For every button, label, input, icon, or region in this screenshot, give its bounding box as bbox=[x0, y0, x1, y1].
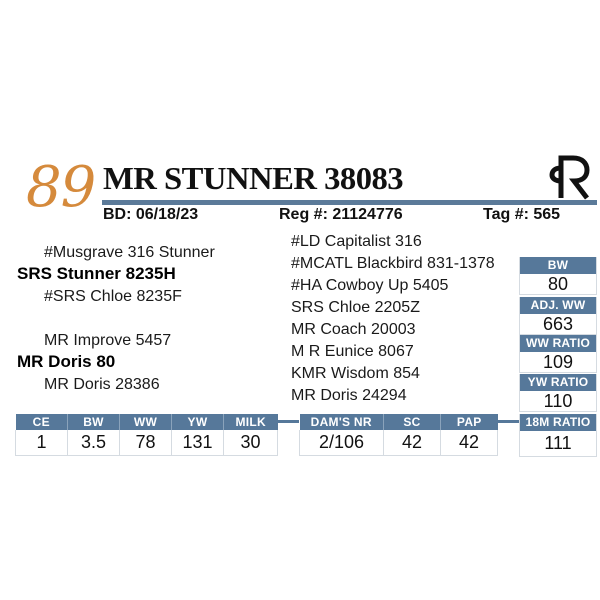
dam-table bbox=[299, 414, 498, 456]
stat-value: 111 bbox=[520, 431, 596, 456]
epd-value-ce: 1 bbox=[16, 430, 68, 456]
epd-value-bw: 3.5 bbox=[68, 430, 120, 456]
pedigree-extended-item: MR Coach 20003 bbox=[291, 321, 416, 338]
epd-value-ww: 78 bbox=[120, 430, 172, 456]
pedigree-extended-item: #HA Cowboy Up 5405 bbox=[291, 277, 449, 294]
animal-name: MR STUNNER 38083 bbox=[103, 160, 404, 196]
stat-value: 663 bbox=[520, 314, 596, 334]
stat-ww-ratio bbox=[519, 335, 597, 373]
pedigree-sire-dam: #SRS Chloe 8235F bbox=[44, 288, 182, 305]
epd-table bbox=[15, 414, 278, 456]
dam-value-nr: 2/106 bbox=[300, 430, 384, 456]
epd-value-row bbox=[16, 430, 278, 456]
dam-value-pap: 42 bbox=[441, 430, 498, 456]
stat-label: WW RATIO bbox=[520, 335, 596, 352]
pedigree-dam: MR Doris 80 bbox=[17, 352, 116, 371]
dam-header-nr: DAM'S NR bbox=[300, 414, 384, 430]
epd-value-milk: 30 bbox=[224, 430, 278, 456]
stat-yw-ratio bbox=[519, 374, 597, 412]
dam-value-row bbox=[300, 430, 498, 456]
epd-header-ce: CE bbox=[16, 414, 68, 430]
pedigree-extended-item: MR Doris 24294 bbox=[291, 387, 407, 404]
dam-header-row bbox=[300, 414, 498, 430]
pedigree-sire: SRS Stunner 8235H bbox=[17, 264, 176, 283]
stat-value: 80 bbox=[520, 274, 596, 294]
stat-label: 18M RATIO bbox=[520, 414, 596, 431]
connector-line bbox=[277, 420, 299, 423]
tag-number: Tag #: 565 bbox=[483, 206, 561, 223]
connector-line bbox=[497, 420, 519, 423]
pedigree-dam-sire: MR Improve 5457 bbox=[44, 332, 172, 349]
epd-header-bw: BW bbox=[68, 414, 120, 430]
epd-header-milk: MILK bbox=[224, 414, 278, 430]
stat-label: YW RATIO bbox=[520, 374, 596, 391]
pedigree-extended-item: M R Eunice 8067 bbox=[291, 343, 414, 360]
birth-date: BD: 06/18/23 bbox=[103, 206, 199, 223]
registration-number: Reg #: 21124776 bbox=[279, 206, 403, 223]
epd-value-yw: 131 bbox=[172, 430, 224, 456]
dam-header-pap: PAP bbox=[441, 414, 498, 430]
stat-value: 110 bbox=[520, 391, 596, 411]
dam-header-sc: SC bbox=[384, 414, 441, 430]
pedigree-extended-item: KMR Wisdom 854 bbox=[291, 365, 420, 382]
pedigree-extended-item: SRS Chloe 2205Z bbox=[291, 299, 420, 316]
lot-number: 89 bbox=[26, 155, 96, 220]
epd-header-yw: YW bbox=[172, 414, 224, 430]
pedigree-extended-item: #LD Capitalist 316 bbox=[291, 233, 422, 250]
r-brand-icon bbox=[549, 154, 593, 200]
stat-label: ADJ. WW bbox=[520, 297, 596, 314]
dam-value-sc: 42 bbox=[384, 430, 441, 456]
pedigree-extended-item: #MCATL Blackbird 831-1378 bbox=[291, 255, 495, 272]
pedigree-dam-dam: MR Doris 28386 bbox=[44, 376, 160, 393]
stat-adj-ww bbox=[519, 297, 597, 335]
epd-header-row bbox=[16, 414, 278, 430]
epd-header-ww: WW bbox=[120, 414, 172, 430]
stat-18m-ratio bbox=[519, 414, 597, 457]
stat-bw bbox=[519, 257, 597, 295]
pedigree-sire-sire: #Musgrave 316 Stunner bbox=[44, 244, 215, 261]
stat-label: BW bbox=[520, 257, 596, 274]
stat-value: 109 bbox=[520, 352, 596, 372]
